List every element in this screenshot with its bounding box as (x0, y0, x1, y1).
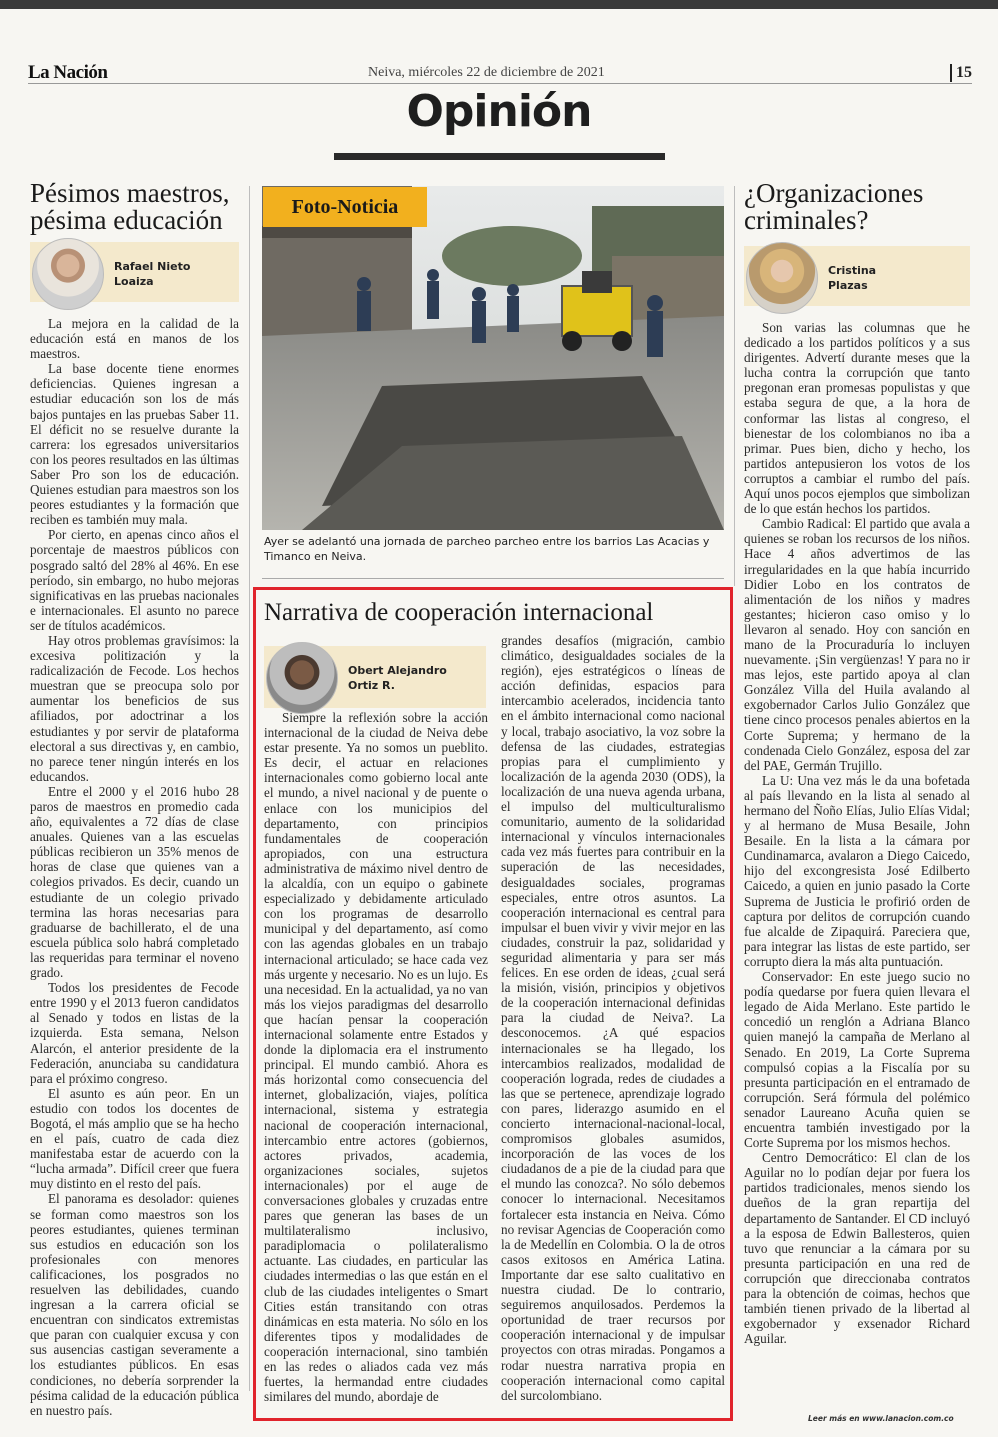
page-number: 15 (950, 64, 972, 82)
paragraph: Siempre la reflexión sobre la acción internacional de la ciudad de Neiva debe estar presente. Ya no somos un pueblito. Es decir, el actuar en relaciones internacionales como gobierno local ante el mundo, a nivel nacional y de puente o enlace con los municipios del departamento, con principios fundamentales de cooperación apropiados, con una estructura administrativa de máximo nivel dentro de la alcaldía, con un equipo o gabinete especializado y debidamente articulado con los programas de desarrollo municipal y del departamento, así como con las agendas globales en un trabajo internacional articulado; se hace cada vez más urgente y necesario. No es un lujo. Es una necesidad. En la actualidad, ya no van más los viejos paradigmas del desarrollo que hacían pensar la cooperación internacional solamente entre Estados y donde la diplomacia era el instrumento principal. El mundo cambió. Ahora es más horizontal como consecuencia del internet, globalización, viajes, política internacional, sistema y estrategia nacional de cooperación internacional, intercambio entre actores (gobiernos, actores privados, academia, organizaciones sociales, sujetos internacionales) por el auge de conversaciones globales y cruzadas entre pares que generan las bases de un multilateralismo inclusivo, paradiplomacia o polilateralismo actuante. Las ciudades, en particular las ciudades intermedias o las que están en el club de las ciudades inteligentes o Smart Cities están transitando con otras dinámicas en esta materia. No sólo en los diferentes tipos y modalidades de cooperación internacional, sino también en las redes o aliados cada vez más fuertes, la hermandad entre ciudades similares del mundo, abordaje de (264, 710, 488, 1405)
author-avatar (746, 242, 818, 314)
feature-body-column-2 (501, 633, 725, 1403)
paragraph: Hay otros problemas gravísimos: la excesiva politización y la radicalización de Fecode. Los hechos muestran que se preocupa solo por aumentar los beneficios de sus afiliados, por adoctrinar a los estudiantes y por servir de plataforma electoral a sus directivas y, en cambio, no parece tener ningún interés en los educandos. (30, 632, 239, 784)
photo-caption: Ayer se adelantó una jornada de parcheo parcheo entre los barrios Las Acacias y Timanco en Neiva. (264, 535, 710, 563)
right-opinion-column (744, 180, 970, 1346)
paragraph: Centro Democrático: El clan de los Aguilar no lo podían dejar por fuera los partidos tradicionales, menos siendo los dueños de la gran repartija del departamento de Santander. El CD incluyó a la esposa de Edwin Ballesteros, quien tuvo que renunciar a la cámara por su presunta participación en una red de corrupción que direccionaba contratos para la obtención de coimas, hechos que también tienen privado de la libertad al exgobernador y exsenador Richard Aguilar. (744, 1150, 970, 1347)
caption-rule (262, 578, 724, 579)
road-repair-photo (262, 186, 724, 530)
paragraph: Todos los presidentes de Fecode entre 1990 y el 2013 fueron candidatos al Senado y todos en listas de la izquierda. Esta semana, Nelson Alarcón, el anterior presidente de la Federación, anunciaba su candidatura para el próximo congreso. (30, 980, 239, 1086)
masthead (28, 62, 972, 84)
photo-news-tag: Foto-Noticia (263, 187, 427, 227)
left-column-title: Pésimos maestros, pésima educación (30, 178, 230, 235)
author-name (114, 259, 190, 289)
news-photo (262, 186, 724, 530)
left-opinion-column (30, 180, 239, 1418)
paragraph: Son varias las columnas que he dedicado a los partidos políticos y a sus dirigentes. Advertí durante meses que la lucha contra la corrupción que tanto pregonan eran promesas populistas y que estaba segura de que, a la hora de conformar las listas al congreso, el bienestar de los colombianos no iba a primar. Pues bien, dicho y hecho, los partidos antepusieron los votos de los corruptos a cambiar el rumbo del país. Aquí unos pocos ejemplos que simbolizan de lo que están hechos los partidos. (744, 320, 970, 517)
paragraph: La mejora en la calidad de la educación está en manos de los maestros. (30, 316, 239, 362)
section-rule (334, 153, 665, 160)
paragraph: La U: Una vez más le da una bofetada al país llevando en la lista al senado al hermano del Ñoño Elías, Julio Elías Vidal; y al hermano de Musa Besaile, John Besaile. En la lista a la cámara por Cundinamarca, avalaron a Diego Caicedo, hijo del excongresista José Edilberto Caicedo, a quien en junio pasado la Corte Suprema de Justicia le profirió orden de captura por delitos de corrupción cuando fue alcalde de Zipaquirá. Pareciera que, para integrar las listas de este partido, ser corrupto diera la más alta puntuación. (744, 772, 970, 969)
section-title: Opinión (406, 86, 592, 137)
author-first-line: Rafael Nieto (114, 260, 191, 273)
paragraph: Cambio Radical: El partido que avala a quienes se roban los recursos de los niños. Hace 4 años advertimos de las irregularidades en la que había incurrido Didier Lobo en los contratos de alimentación de los niños y madres gestantes; hicieron caso omiso y lo llevaron al senado. Hoy con sanción en mano de la Procuraduría lo incluyen nuevamente. ¡Sin vergüenzas! Y para no ir mas lejos, este partido apoya al clan González Villa del Huila avalando al exgobernador Carlos Julio González que tiene cinco procesos penales abiertos en la Corte Suprema; y hermano de la condenada Cielo González, esposa del zar del PAE, Germán Trujillo. (744, 516, 970, 773)
paragraph: Conservador: En este juego sucio no podía quedarse por fuera quien llevara el legado de Aida Merlano. Este partido le concedió un renglón a Adriana Blanco quien manejó la campaña de Merlano al Senado. En 2019, La Corte Suprema compulsó copias a la Fiscalía por su presunta participación en el entramado de corrupción. Será fórmula del polémico senador Laureano Acuña quien se encuentra también investigado por la Corte Suprema por los mismos hechos. (744, 969, 970, 1151)
column-divider (249, 186, 250, 1391)
author-second-line: Loaiza (114, 275, 154, 288)
right-column-title: ¿Organizaciones criminales? (744, 178, 924, 235)
paragraph: Por cierto, en apenas cinco años el porcentaje de maestros públicos con posgrado saltó del 28% al 46%. En ese período, sin embargo, no hubo mejoras significativas en las pruebas nacionales e internacionales. El asunto no parece ser de títulos académicos. (30, 527, 239, 633)
author-first-line: Obert Alejandro (348, 664, 447, 677)
paragraph: El panorama es desolador: quienes se forman como maestros son los peores estudiantes, quienes terminan sus estudios en educación son los profesionales con menores calificaciones, los posgrados no resuelven las debilidades, cuando ingresan a la carrera oficial se encuentran con sindicatos extremistas que paran con cualquier excusa y con sus ausencias castigan severamente a los estudiantes públicos. En esas condiciones, no debería sorprender la pésima calidad de la educación pública en nuestro país. (30, 1191, 239, 1418)
dateline: Neiva, miércoles 22 de diciembre de 2021 (368, 65, 605, 80)
column-divider (734, 186, 735, 586)
author-avatar (32, 238, 104, 310)
paragraph: El asunto es aún peor. En un estudio con todos los docentes de Bogotá, el más amplio que se ha hecho en el país, cuatro de cada diez manifestaba estar de acuerdo con la “lucha armada”. Difícil creer que fuera muy distinto en el resto del país. (30, 1085, 239, 1192)
newspaper-logo: La Nación (28, 62, 108, 83)
author-first-line: Cristina (828, 264, 877, 277)
author-avatar (266, 642, 338, 714)
author-second-line: Ortiz R. (348, 679, 395, 692)
paragraph: grandes desafíos (migración, cambio climático, desigualdades sociales de la región), ejes estratégicos o líneas de acción definidas, espacios para intercambio acelerados, incidencia tanto en el ámbito internacional como nacional y local, trabajo asociativo, la voz sobre la defensa de las ciudades, estrategias propias para el cumplimiento y localización de la agenda 2030 (ODS), la localización de una nueva agenda urbana, el impulso del multiculturalismo comunitario, aumento de la solidaridad internacional y vínculos internacionales cada vez más fuertes para contribuir en la superación de las necesidades, desigualdades sociales, programas especiales, entre otros asuntos. La cooperación internacional es central para impulsar el buen vivir y vivir mejor en las ciudades, construir la paz, solidaridad y seguridad alimentaria y para ser más felices. En ese orden de ideas, ¿cual será la misión, visión, principios y objetivos de la cooperación internacional definidas para la ciudad de Neiva?. La desconocemos. ¿A qué espacios internacionales se ha llegado, los intercambios realizados, modalidad de cooperación lograda, redes de ciudades a las que se pertenece, aprendizaje logrado con pares, liderazgo asumido en el concierto internacional-nacional-local, compromisos globales asumidos, incorporación de las voces de los ciudadanos de a pie de la ciudad para que el mundo las conozca?. No sólo debemos conocer lo internacional. Necesitamos fortalecer esta instancia en Neiva. Cómo no revisar Agencias de Cooperación como la de Medellín en Colombia. O la de otros casos exitosos en América Latina. Importante dar ese salto cualitativo en nuestra ciudad. De lo contrario, seguiremos anquilosados. Perdemos la oportunidad de traer recursos por cooperación internacional y de impulsar proyectos con otras miradas. Pongamos a rodar nuestra narrativa propia en cooperación internacional como capital del surcolombiano. (501, 633, 725, 1403)
right-column-body (744, 320, 970, 1346)
paragraph: Entre el 2000 y el 2016 hubo 28 paros de maestros en promedio cada año, equivalentes a 72 días de clase anuales. Quienes van a las escuelas públicas recibieron un 35% menos de horas de clase que quienes van a colegios privados. Es decir, cuando un estudiante de un colegio privado termina las horas necesarias para graduarse de bachillerato, el de una escuela pública solo habrá completado las requeridas para terminar el noveno grado. (30, 783, 239, 981)
read-more-link[interactable]: Leer más en www.lanacion.com.co (808, 1414, 954, 1423)
author-name (348, 663, 447, 693)
top-bar (0, 0, 998, 9)
feature-article-title: Narrativa de cooperación internacional (264, 599, 654, 626)
right-author-box (744, 246, 970, 306)
author-name (828, 263, 876, 293)
masthead-rule (28, 83, 972, 84)
left-author-box (30, 242, 239, 302)
feature-author-box (264, 646, 486, 708)
paragraph: La base docente tiene enormes deficiencias. Quienes ingresan a estudiar educación son los de más bajos puntajes en las pruebas Saber 11. El déficit no se resuelve durante la carrera: los egresados universitarios con los peores resultados en las últimas Saber Pro son los de educación. Quienes estudian para maestros son los peores estudiantes y la formación que reciben es también muy mala. (30, 361, 239, 528)
author-second-line: Plazas (828, 279, 868, 292)
left-column-body (30, 316, 239, 1418)
feature-body-column-1 (264, 710, 488, 1404)
